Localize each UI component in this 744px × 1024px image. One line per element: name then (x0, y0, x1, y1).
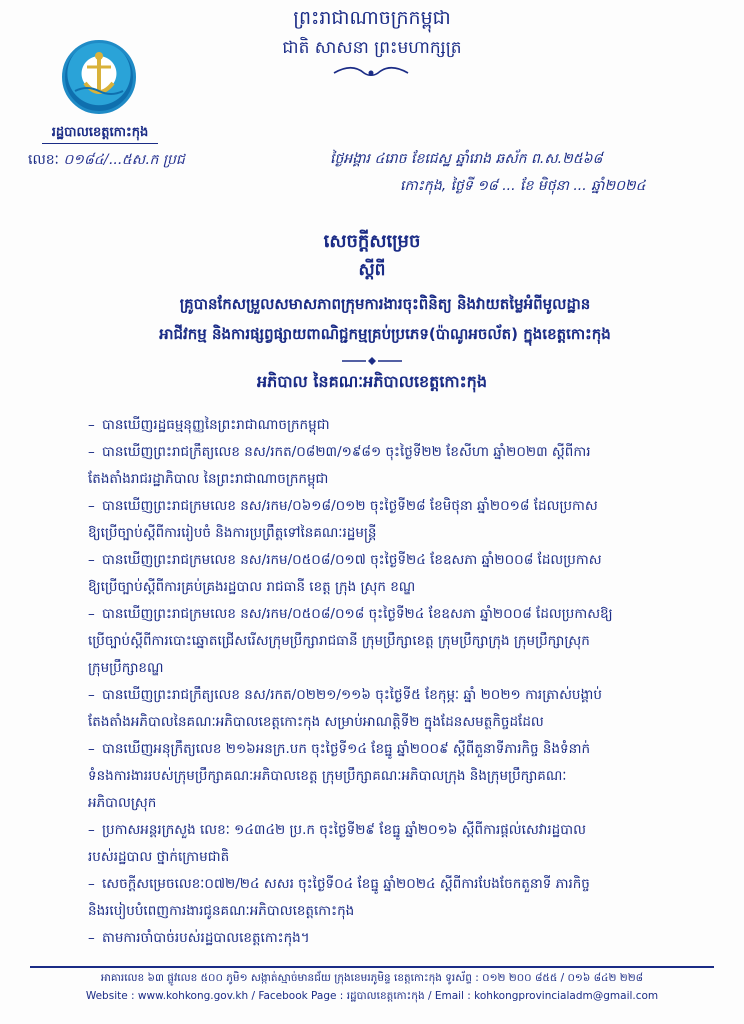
section-divider-icon (340, 356, 404, 366)
reference-item: – បានឃើញព្រះរាជក្រឹត្យលេខ នស/រកត/០២២១/១១៦ ចុះថ្ងៃទី៥ ខែកុម្ភៈ ឆ្នាំ ២០២១ ការត្រាស់បង្គាប់ (88, 682, 710, 709)
reference-item: ទំនងការងាររបស់ក្រុមប្រឹក្សាគណៈអភិបាលខេត្ត ក្រុមប្រឹក្សាគណៈអភិបាលក្រុង និងក្រុមប្រឹក្សាគណៈ (88, 768, 567, 784)
reference-item: និងរបៀបបំពេញការងារជូនគណៈអភិបាលខេត្តកោះកុង (88, 903, 355, 919)
province-admin-name: រដ្ឋបាលខេត្តកោះកុង (51, 125, 149, 140)
issuer-heading: អភិបាល នៃគណៈអភិបាលខេត្តកោះកុង (257, 372, 487, 391)
province-name-underline (42, 143, 158, 144)
reference-item: ក្រុមប្រឹក្សាខណ្ឌ (88, 660, 164, 676)
kingdom-title: ព្រះរាជាណាចក្រកម្ពុជា (293, 7, 451, 29)
reference-item: – តាមការចាំបាច់របស់រដ្ឋបាលខេត្តកោះកុង។ (88, 925, 710, 952)
reference-item: – សេចក្តីសម្រេចលេខៈ០៧២/២៤ សសរ ចុះថ្ងៃទី០៤ ខែធ្នូ ឆ្នាំ២០២៤ ស្តីពីការបែងចែកតួនាទី ភារកិច្ច (88, 871, 710, 898)
province-seal-logo (62, 40, 136, 114)
reference-item: – បានឃើញព្រះរាជក្រមលេខ នស/រកម/០៦១៨/០១២ ចុះថ្ងៃទី២៨ ខែមិថុនា ឆ្នាំ២០១៨ ដែលប្រកាស (88, 493, 710, 520)
footer-divider (30, 966, 714, 968)
solar-date: កោះកុង, ថ្ងៃទី ១៨ ... ខែ មិថុនា ... ឆ្នាំ២០២៤ (400, 178, 646, 194)
about-heading: ស្តីពី (358, 260, 386, 280)
reference-item: – បានឃើញព្រះរាជក្រឹត្យលេខ នស/រកត/០៨២៣/១៩៨១ ចុះថ្ងៃទី២២ ខែសីហា ឆ្នាំ២០២៣ ស្តីពីការ (88, 439, 710, 466)
legal-references-list (88, 412, 710, 952)
reference-suffix: ប្រជ (162, 152, 185, 168)
reference-item: ឱ្យប្រើច្បាប់ស្តីពីការគ្រប់គ្រងរដ្ឋបាល រាជធានី ខេត្ត ក្រុង ស្រុក ខណ្ឌ (88, 579, 416, 595)
subject-line-2: អាជីវកម្ម និងការផ្សព្វផ្សាយពាណិជ្ជកម្មគ្រប់ប្រភេទ(ប៉ាណូអចល័ត) ក្នុងខេត្តកោះកុង (159, 325, 611, 343)
ornament-divider-icon (332, 64, 410, 82)
reference-item: អភិបាលស្រុក (88, 795, 157, 811)
reference-item: – បានឃើញព្រះរាជក្រមលេខ នស/រកម/០៥០៨/០១៧ ចុះថ្ងៃទី២៤ ខែឧសភា ឆ្នាំ២០០៨ ដែលប្រកាស (88, 547, 710, 574)
reference-item: ប្រើច្បាប់ស្តីពីការបោះឆ្នោតជ្រើសរើសក្រុមប្រឹក្សារាជធានី ក្រុមប្រឹក្សាខេត្ត ក្រុមប្រឹក្សាក្រុង ក្រុមប្រឹក្សាស្រុក (88, 633, 590, 649)
reference-label: លេខៈ (28, 152, 59, 168)
reference-item: ឱ្យប្រើច្បាប់ស្តីពីការរៀបចំ និងការប្រព្រឹត្តទៅនៃគណៈរដ្ឋមន្ត្រី (88, 525, 377, 541)
footer-address: អាគារលេខ ៦៣ ផ្លូវលេខ ៥០០ ភូមិ១ សង្កាត់ស្មាច់មានជ័យ ក្រុងខេមរភូមិន្ទ ខេត្តកោះកុង ទូរស័ព្ទ : ០១២ ២០០ ៨៥៥ / ០១៦ ៨៤២ ២២៨ (100, 972, 644, 984)
reference-value: ០១៨៤/...៥ស.ក (63, 152, 159, 168)
reference-item: តែងតាំងរាជរដ្ឋាភិបាល នៃព្រះរាជាណាចក្រកម្ពុជា (88, 471, 329, 487)
footer-contacts: Website : www.kohkong.gov.kh / Facebook Page : រដ្ឋបាលខេត្តកោះកុង / Email : kohkongprovincialadm@gmail.com (85, 990, 659, 1002)
document-type-heading: សេចក្តីសម្រេច (323, 231, 421, 252)
national-motto: ជាតិ សាសនា ព្រះមហាក្សត្រ (282, 38, 462, 58)
reference-item: – បានឃើញរដ្ឋធម្មនុញ្ញនៃព្រះរាជាណាចក្រកម្ពុជា (88, 412, 710, 439)
reference-item: របស់រដ្ឋបាល ថ្នាក់ក្រោមជាតិ (88, 849, 230, 865)
subject-line-1: គ្រូបានកែសម្រួលសមាសភាពក្រុមការងារចុះពិនិត្យ និងវាយតម្លៃអំពីមូលដ្ឋាន (179, 295, 591, 313)
lunar-date: ថ្ងៃអង្គារ ៤រោច ខែជេស្ឋ ឆ្នាំរោង ឆស័ក ព.ស.២៥៦៨ (330, 151, 603, 167)
reference-item: – បានឃើញព្រះរាជក្រមលេខ នស/រកម/០៥០៨/០១៨ ចុះថ្ងៃទី២៤ ខែឧសភា ឆ្នាំ២០០៨ ដែលប្រកាសឱ្យ (88, 601, 710, 628)
reference-item: – បានឃើញអនុក្រឹត្យលេខ ២១៦អនក្រ.បក ចុះថ្ងៃទី១៤ ខែធ្នូ ឆ្នាំ២០០៩ ស្តីពីតួនាទីភារកិច្ច និងទំនាក់ (88, 736, 710, 763)
reference-number (28, 150, 185, 171)
reference-item: តែងតាំងអភិបាលនៃគណៈអភិបាលខេត្តកោះកុង សម្រាប់អាណត្តិទី២ ក្នុងដែនសមត្ថកិច្ចដដែល (88, 714, 544, 730)
reference-item: – ប្រកាសអន្តរក្រសួង លេខៈ ១៤៣៤២ ប្រ.ក ចុះថ្ងៃទី២៩ ខែធ្នូ ឆ្នាំ២០១៦ ស្តីពីការផ្តល់សេវារដ្ឋបាល (88, 817, 710, 844)
